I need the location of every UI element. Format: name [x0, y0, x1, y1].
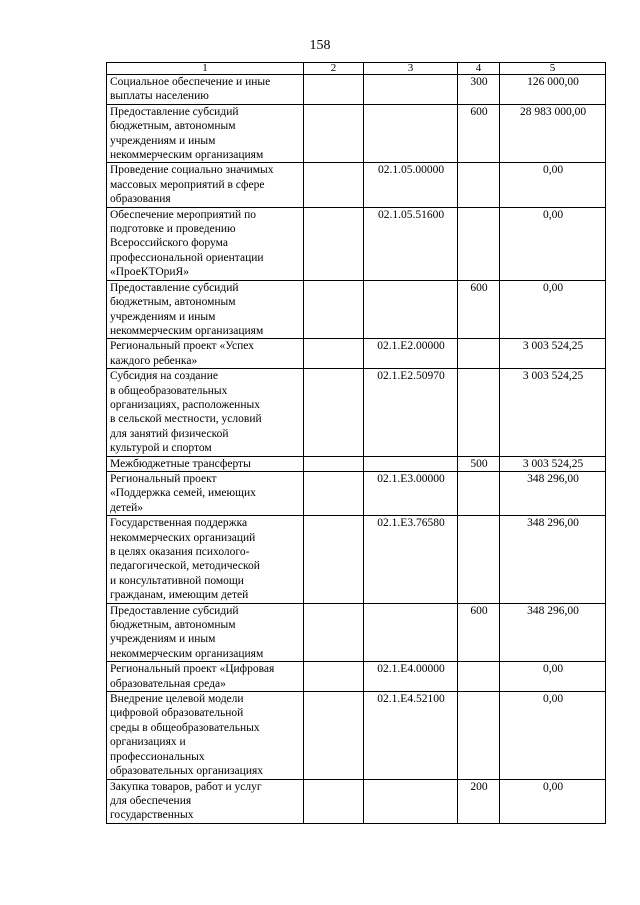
amount: 0,00 — [500, 280, 606, 339]
amount: 0,00 — [500, 163, 606, 207]
expense-type-code: 300 — [458, 75, 500, 105]
section-code — [304, 104, 364, 163]
column-header: 3 — [364, 63, 458, 75]
description-line: бюджетным, автономным — [110, 619, 236, 632]
description-line: цифровой образовательной — [110, 707, 244, 720]
row-description — [107, 456, 304, 471]
row-description — [107, 471, 304, 515]
expense-type-code: 600 — [458, 104, 500, 163]
budget-table — [106, 62, 606, 824]
column-header: 4 — [458, 63, 500, 75]
amount: 348 296,00 — [500, 471, 606, 515]
description-line: государственных — [110, 809, 194, 822]
description-line: подготовке и проведению — [110, 223, 236, 236]
expense-type-code — [458, 369, 500, 456]
column-header: 2 — [304, 63, 364, 75]
description-line: Предоставление субсидий — [110, 604, 239, 617]
description-line: Региональный проект «Цифровая — [110, 663, 275, 676]
section-code — [304, 369, 364, 456]
description-line: педагогической, методической — [110, 560, 260, 573]
target-code: 02.1.Е3.76580 — [364, 516, 458, 603]
row-description — [107, 369, 304, 456]
description-line: каждого ребенка» — [110, 354, 198, 367]
amount: 0,00 — [500, 662, 606, 692]
description-line: выплаты населению — [110, 90, 209, 103]
section-code — [304, 471, 364, 515]
section-code — [304, 163, 364, 207]
target-code: 02.1.Е4.52100 — [364, 692, 458, 779]
amount: 3 003 524,25 — [500, 369, 606, 456]
row-description — [107, 163, 304, 207]
description-line: профессиональной ориентации — [110, 251, 264, 264]
expense-type-code — [458, 662, 500, 692]
description-line: Государственная поддержка — [110, 517, 248, 530]
table-row — [107, 207, 606, 280]
amount: 28 983 000,00 — [500, 104, 606, 163]
description-line: для обеспечения — [110, 794, 192, 807]
row-description — [107, 603, 304, 662]
description-line: учреждениям и иным — [110, 310, 216, 323]
table-header-row — [107, 63, 606, 75]
description-line: гражданам, имеющим детей — [110, 589, 249, 602]
amount: 3 003 524,25 — [500, 339, 606, 369]
target-code: 02.1.Е2.00000 — [364, 339, 458, 369]
description-line: в общеобразовательных — [110, 384, 228, 397]
table-row — [107, 516, 606, 603]
page-number: 158 — [309, 38, 331, 53]
description-line: профессиональных — [110, 750, 205, 763]
table-row — [107, 456, 606, 471]
expense-type-code: 500 — [458, 456, 500, 471]
section-code — [304, 339, 364, 369]
target-code — [364, 280, 458, 339]
target-code: 02.1.Е4.00000 — [364, 662, 458, 692]
table-row — [107, 662, 606, 692]
expense-type-code — [458, 207, 500, 280]
expense-type-code — [458, 163, 500, 207]
description-line: бюджетным, автономным — [110, 120, 236, 133]
description-line: Региональный проект «Успех — [110, 340, 254, 353]
target-code: 02.1.05.51600 — [364, 207, 458, 280]
description-line: организациях и — [110, 736, 186, 749]
row-description — [107, 104, 304, 163]
row-description — [107, 339, 304, 369]
description-line: детей» — [110, 501, 143, 514]
description-line: Региональный проект — [110, 472, 217, 485]
description-line: Закупка товаров, работ и услуг — [110, 780, 262, 793]
description-line: Обеспечение мероприятий по — [110, 208, 256, 221]
description-line: некоммерческим организациям — [110, 149, 264, 162]
target-code — [364, 104, 458, 163]
expense-type-code — [458, 692, 500, 779]
description-line: для занятий физической — [110, 427, 229, 440]
amount: 3 003 524,25 — [500, 456, 606, 471]
expense-type-code: 600 — [458, 280, 500, 339]
table-row — [107, 369, 606, 456]
expense-type-code — [458, 471, 500, 515]
description-line: массовых мероприятий в сфере — [110, 178, 265, 191]
table-row — [107, 692, 606, 779]
description-line: некоммерческим организациям — [110, 324, 264, 337]
description-line: культурой и спортом — [110, 442, 212, 455]
amount: 0,00 — [500, 207, 606, 280]
table-row — [107, 779, 606, 823]
section-code — [304, 692, 364, 779]
row-description — [107, 692, 304, 779]
description-line: Проведение социально значимых — [110, 164, 274, 177]
target-code: 02.1.Е2.50970 — [364, 369, 458, 456]
amount: 348 296,00 — [500, 603, 606, 662]
description-line: среды в общеобразовательных — [110, 721, 260, 734]
table-row — [107, 471, 606, 515]
description-line: и консультативной помощи — [110, 574, 244, 587]
table-row — [107, 104, 606, 163]
section-code — [304, 662, 364, 692]
amount: 348 296,00 — [500, 516, 606, 603]
description-line: Предоставление субсидий — [110, 281, 239, 294]
section-code — [304, 280, 364, 339]
description-line: организациях, расположенных — [110, 398, 260, 411]
expense-type-code: 200 — [458, 779, 500, 823]
row-description — [107, 75, 304, 105]
amount: 126 000,00 — [500, 75, 606, 105]
section-code — [304, 779, 364, 823]
target-code: 02.1.Е3.00000 — [364, 471, 458, 515]
amount: 0,00 — [500, 692, 606, 779]
target-code — [364, 603, 458, 662]
expense-type-code: 600 — [458, 603, 500, 662]
description-line: Внедрение целевой модели — [110, 693, 244, 706]
description-line: некоммерческих организаций — [110, 531, 256, 544]
description-line: «Поддержка семей, имеющих — [110, 487, 256, 500]
amount: 0,00 — [500, 779, 606, 823]
table-row — [107, 163, 606, 207]
description-line: Социальное обеспечение и иные — [110, 76, 271, 88]
target-code: 02.1.05.00000 — [364, 163, 458, 207]
target-code — [364, 456, 458, 471]
table-row — [107, 339, 606, 369]
section-code — [304, 207, 364, 280]
row-description — [107, 280, 304, 339]
section-code — [304, 75, 364, 105]
description-line: в сельской местности, условий — [110, 413, 262, 426]
expense-type-code — [458, 516, 500, 603]
section-code — [304, 516, 364, 603]
column-header: 1 — [107, 63, 304, 75]
section-code — [304, 603, 364, 662]
table-row — [107, 280, 606, 339]
description-line: бюджетным, автономным — [110, 296, 236, 309]
description-line: образования — [110, 193, 171, 206]
description-line: образовательных организациях — [110, 765, 264, 778]
table-row — [107, 603, 606, 662]
column-header: 5 — [500, 63, 606, 75]
target-code — [364, 779, 458, 823]
description-line: Субсидия на создание — [110, 370, 218, 383]
row-description — [107, 662, 304, 692]
description-line: образовательная среда» — [110, 677, 226, 690]
description-line: Предоставление субсидий — [110, 105, 239, 118]
row-description — [107, 207, 304, 280]
description-line: учреждениям и иным — [110, 633, 216, 646]
description-line: Всероссийского форума — [110, 237, 228, 250]
table-row — [107, 75, 606, 105]
row-description — [107, 779, 304, 823]
description-line: учреждениям и иным — [110, 134, 216, 147]
target-code — [364, 75, 458, 105]
expense-type-code — [458, 339, 500, 369]
section-code — [304, 456, 364, 471]
description-line: в целях оказания психолого- — [110, 546, 250, 558]
row-description — [107, 516, 304, 603]
description-line: «ПроеКТОриЯ» — [110, 266, 189, 279]
description-line: Межбюджетные трансферты — [110, 457, 251, 470]
description-line: некоммерческим организациям — [110, 647, 264, 660]
